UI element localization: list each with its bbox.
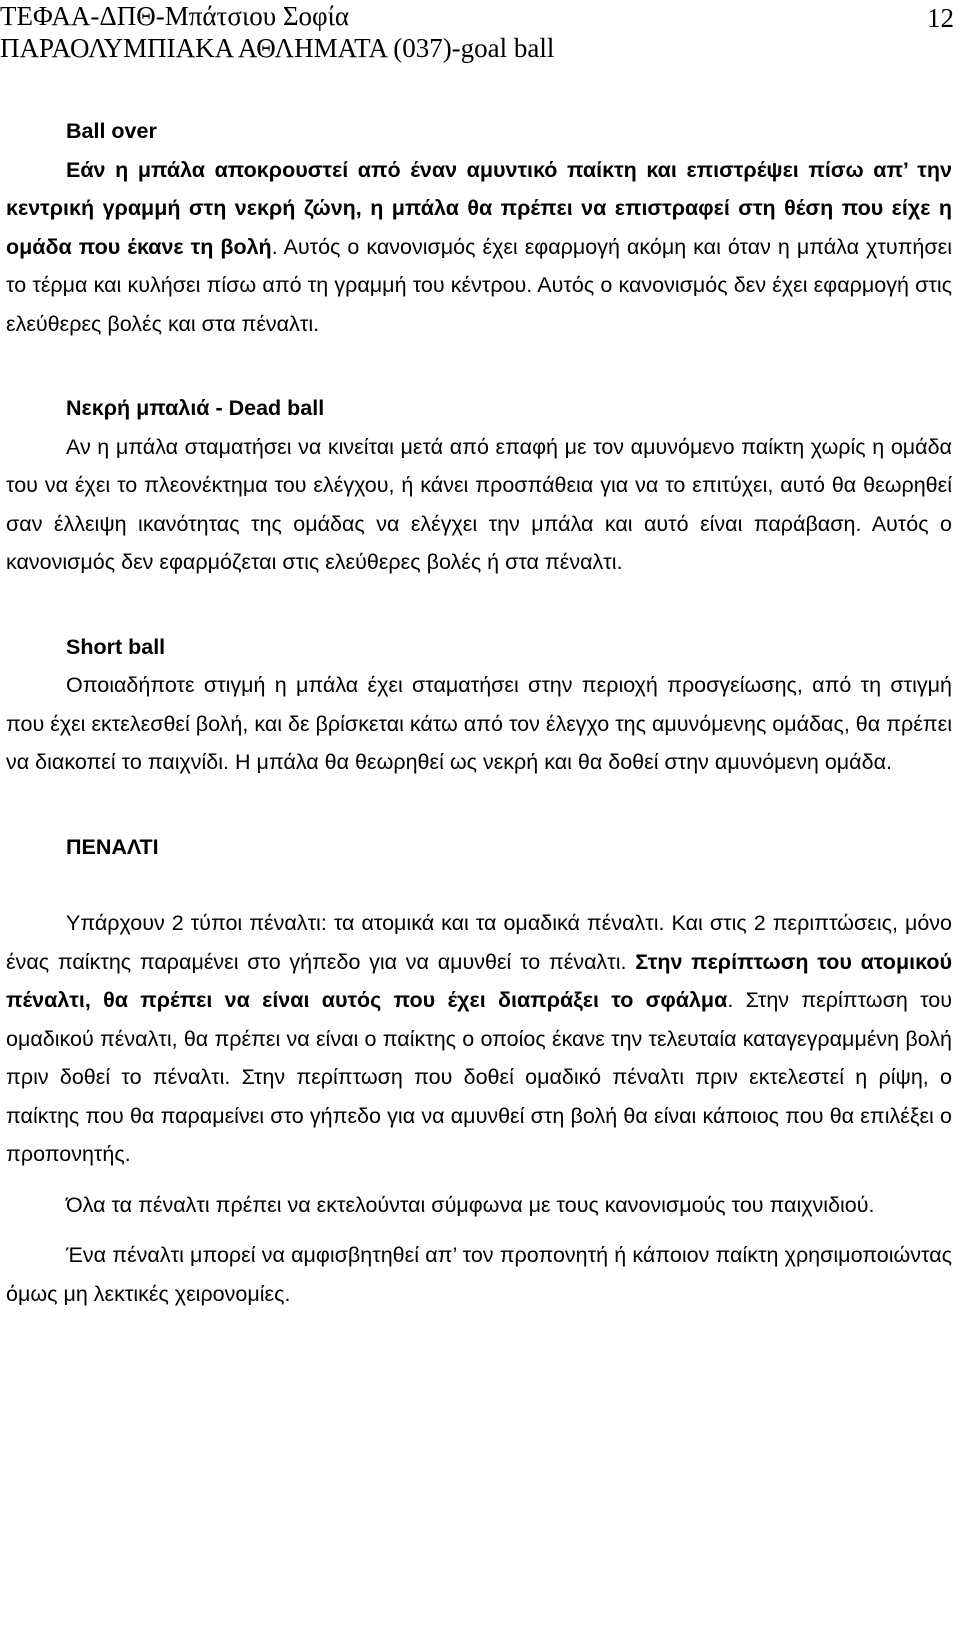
spacer	[6, 1174, 952, 1186]
page-header	[0, 0, 960, 64]
header-course-line: ΠΑΡΑΟΛΥΜΠΙΑΚΑ ΑΘΛΗΜΑΤΑ (037)-goal ball	[0, 33, 555, 63]
bold-rule-text: Εάν η μπάλα αποκρουστεί από έναν αμυντικό παίκτη και επιστρέψει πίσω απ’ την κεντρική γραμμή στη νεκρή ζώνη, η μπάλα θα πρέπει να επιστραφεί στη θέση που είχε η ομάδα που έκανε τη βολή	[6, 157, 952, 259]
paragraph-penalty-types	[6, 904, 952, 1174]
paragraph-ball-over	[6, 151, 952, 344]
document-body	[6, 112, 952, 1313]
paragraph-penalty-challenge: Ένα πέναλτι μπορεί να αμφισβητηθεί απ’ τον προπονητή ή κάποιον παίκτη χρησιμοποιώντας όμως μη λεκτικές χειρονομίες.	[6, 1243, 952, 1306]
section-title-dead-ball: Νεκρή μπαλιά - Dead ball	[66, 396, 325, 420]
paragraph-dead-ball: Αν η μπάλα σταματήσει να κινείται μετά από επαφή με τον αμυνόμενο παίκτη χωρίς η ομάδα του να έχει το πλεονέκτημα του ελέγχου, ή κάνει προσπάθεια για να το επιτύχει, αυτό θα θεωρηθεί σαν έλλειψη ικανότητας της ομάδας να ελέγχει την μπάλα και αυτό είναι παράβαση. Αυτός ο κανονισμός δεν εφαρμόζεται στις ελεύθερες βολές ή στα πέναλτι.	[6, 434, 952, 574]
penalty-intro-text: Υπάρχουν 2 τύποι πέναλτι: τα ατομικά και τα ομαδικά πέναλτι. Και στις 2 περιπτώσεις, μόνο ένας παίκτης παραμένει στο γήπεδο για να αμυνθεί το πέναλτι.	[6, 911, 952, 974]
page-number: 12	[927, 3, 954, 33]
penalty-bold-text: Στην περίπτωση του ατομικού πέναλτι, θα πρέπει να είναι αυτός που έχει διαπράξει το σφάλμα	[6, 949, 952, 1012]
spacer	[6, 582, 952, 628]
section-title-short-ball: Short ball	[66, 634, 166, 659]
spacer	[6, 1224, 952, 1236]
paragraph-penalty-rules: Όλα τα πέναλτι πρέπει να εκτελούνται σύμφωνα με τους κανονισμούς του παιχνιδιού.	[66, 1192, 875, 1217]
header-author-line: ΤΕΦΑΑ-ΔΠΘ-Μπάτσιου Σοφία	[0, 1, 350, 31]
spacer	[6, 782, 952, 828]
penalty-rest-text: . Στην περίπτωση του ομαδικού πέναλτι, θα πρέπει να είναι ο παίκτης ο οποίος έκανε την τελευταία καταγεγραμμένη βολή πριν δοθεί το πέναλτι. Στην περίπτωση που δοθεί ομαδικό πέναλτι πριν εκτελεστεί η ρίψη, ο παίκτης που θα παραμείνει στο γήπεδο για να αμυνθεί στη βολή θα είναι κάποιος που θα επιλέξει ο προπονητής.	[6, 988, 952, 1166]
section-title-penalty: ΠΕΝΑΛΤΙ	[66, 834, 159, 859]
rule-text: . Αυτός ο κανονισμός έχει εφαρμογή ακόμη και όταν η μπάλα χτυπήσει το τέρμα και κυλήσει πίσω από τη γραμμή του κέντρου. Αυτός ο κανονισμός δεν έχει εφαρμογή στις ελεύθερες βολές και στα πέναλτι.	[6, 234, 952, 336]
section-title-ball-over: Ball over	[66, 119, 157, 143]
paragraph-short-ball: Οποιαδήποτε στιγμή η μπάλα έχει σταματήσει στην περιοχή προσγείωσης, από τη στιγμή που έχει εκτελεσθεί βολή, και δε βρίσκεται κάτω από τον έλεγχο της αμυνόμενης ομάδας, θα πρέπει να διακοπεί το παιχνίδι. Η μπάλα θα θεωρηθεί ως νεκρή και θα δοθεί στην αμυνόμενη ομάδα.	[6, 673, 952, 774]
spacer	[6, 866, 952, 904]
spacer	[6, 343, 952, 389]
